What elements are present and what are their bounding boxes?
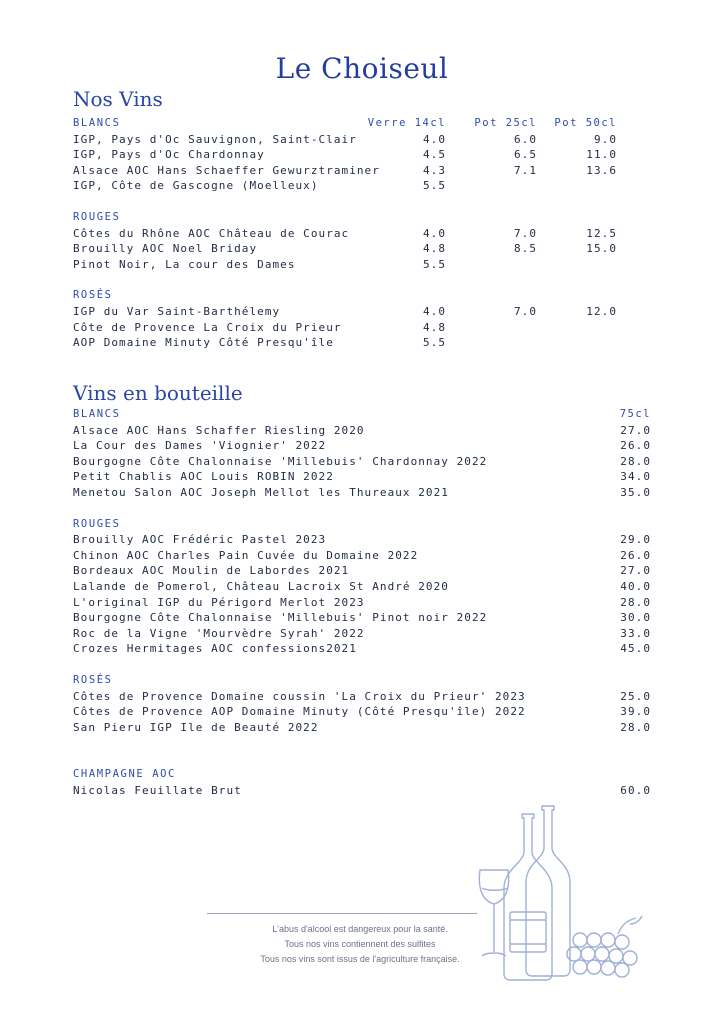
price-verre: 5.5	[422, 257, 446, 271]
bottle-wine-list	[73, 408, 651, 799]
category-gap	[73, 195, 651, 211]
wine-name: Brouilly AOC Noel Briday	[73, 242, 258, 256]
footer-notice	[230, 922, 490, 967]
wine-name: Bourgogne Côte Chalonnaise 'Millebuis' Chardonnay 2022	[73, 454, 488, 468]
wine-name: La Cour des Dames 'Viognier' 2022	[73, 439, 327, 453]
category-heading	[73, 518, 651, 534]
footer-line-2: Tous nos vins contiennent des sulfites	[284, 939, 436, 949]
wine-row	[73, 242, 651, 258]
wine-name: Lalande de Pomerol, Château Lacroix St André 2020	[73, 579, 449, 593]
bottle-row	[73, 596, 651, 612]
price-pot25: 6.0	[513, 132, 537, 146]
wine-name: Nicolas Feuillate Brut	[73, 783, 242, 797]
footer-line-1: L'abus d'alcool est dangereux pour la santé.	[272, 924, 448, 934]
price-75cl: 33.0	[620, 626, 651, 640]
wine-name: Pinot Noir, La cour des Dames	[73, 257, 296, 271]
price-75cl: 26.0	[620, 439, 651, 453]
category-name: ROUGES	[73, 517, 121, 530]
price-verre: 4.8	[422, 242, 446, 256]
category-name: ROSÉS	[73, 289, 113, 302]
price-75cl: 26.0	[620, 548, 651, 562]
price-pot50: 12.0	[586, 304, 617, 318]
wine-name: Bourgogne Côte Chalonnaise 'Millebuis' Pinot noir 2022	[73, 611, 488, 625]
price-75cl: 27.0	[620, 423, 651, 437]
price-pot50: 13.6	[586, 163, 617, 177]
wine-name: Crozes Hermitages AOC confessions2021	[73, 642, 357, 656]
price-verre: 4.0	[422, 304, 446, 318]
bottle-row	[73, 470, 651, 486]
wine-row	[73, 179, 651, 195]
price-pot25: 7.0	[513, 226, 537, 240]
wine-name: L'original IGP du Périgord Merlot 2023	[73, 595, 365, 609]
category-gap	[73, 658, 651, 674]
wine-name: Côtes de Provence Domaine coussin 'La Croix du Prieur' 2023	[73, 689, 526, 703]
wine-name: IGP du Var Saint-Barthélemy	[73, 304, 281, 318]
category-heading	[73, 768, 651, 784]
category-heading	[73, 211, 651, 227]
wine-bottles-illustration	[470, 800, 660, 985]
price-verre: 4.0	[422, 226, 446, 240]
category-heading	[73, 289, 651, 305]
price-verre: 4.3	[422, 163, 446, 177]
header-75cl: 75cl	[619, 408, 651, 420]
bottle-row	[73, 611, 651, 627]
price-75cl: 25.0	[620, 689, 651, 703]
wine-row	[73, 227, 651, 243]
price-75cl: 40.0	[620, 579, 651, 593]
price-75cl: 60.0	[620, 783, 651, 797]
wine-name: IGP, Côte de Gascogne (Moelleux)	[73, 179, 319, 193]
price-verre: 5.5	[422, 179, 446, 193]
wine-name: IGP, Pays d'Oc Chardonnay	[73, 148, 265, 162]
wine-row	[73, 148, 651, 164]
section-title-bouteilles: Vins en bouteille	[73, 381, 243, 405]
bottle-row	[73, 424, 651, 440]
wine-name: Roc de la Vigne 'Mourvèdre Syrah' 2022	[73, 626, 365, 640]
category-gap	[73, 502, 651, 518]
category-gap	[73, 273, 651, 289]
bottle-row	[73, 549, 651, 565]
price-pot50: 9.0	[593, 132, 617, 146]
category-name: BLANCS	[73, 408, 121, 420]
category-name: CHAMPAGNE AOC	[73, 768, 176, 781]
category-heading	[73, 408, 651, 424]
restaurant-title: Le Choiseul	[275, 52, 449, 85]
price-pot50: 11.0	[586, 148, 617, 162]
header-verre: Verre 14cl	[367, 117, 446, 129]
price-75cl: 45.0	[620, 642, 651, 656]
bottle-row	[73, 533, 651, 549]
category-name: ROSÉS	[73, 673, 113, 686]
footer-line-3: Tous nos vins sont issus de l'agriculture française.	[260, 954, 460, 964]
wine-name: IGP, Pays d'Oc Sauvignon, Saint-Clair	[73, 132, 357, 146]
price-75cl: 27.0	[620, 564, 651, 578]
bottle-row	[73, 455, 651, 471]
category-name: BLANCS	[73, 117, 121, 129]
price-verre: 4.8	[422, 320, 446, 334]
price-pot50: 15.0	[586, 242, 617, 256]
wine-row	[73, 258, 651, 274]
wine-name: San Pieru IGP Ile de Beauté 2022	[73, 720, 319, 734]
wine-name: Côtes de Provence AOP Domaine Minuty (Côté Presqu'île) 2022	[73, 705, 526, 719]
front-bottle-icon	[504, 814, 552, 980]
wine-name: Bordeaux AOC Moulin de Labordes 2021	[73, 564, 350, 578]
price-75cl: 39.0	[620, 705, 651, 719]
wine-name: AOP Domaine Minuty Côté Presqu'île	[73, 336, 334, 350]
wine-name: Côtes du Rhône AOC Château de Courac	[73, 226, 350, 240]
bottle-row	[73, 705, 651, 721]
category-heading	[73, 674, 651, 690]
bottle-row	[73, 564, 651, 580]
price-75cl: 35.0	[620, 485, 651, 499]
price-pot25: 7.1	[513, 163, 537, 177]
bottle-row	[73, 784, 651, 800]
glass-wine-list	[73, 117, 651, 352]
bottle-row	[73, 627, 651, 643]
wine-name: Petit Chablis AOC Louis ROBIN 2022	[73, 470, 334, 484]
wine-row	[73, 336, 651, 352]
grapes-icon	[567, 916, 642, 977]
price-75cl: 28.0	[620, 595, 651, 609]
price-verre: 4.0	[422, 132, 446, 146]
bottle-row	[73, 642, 651, 658]
category-gap	[73, 752, 651, 768]
category-gap	[73, 736, 651, 752]
wine-name: Alsace AOC Hans Schaffer Riesling 2020	[73, 423, 365, 437]
price-pot50: 12.5	[586, 226, 617, 240]
price-pot25: 6.5	[513, 148, 537, 162]
wine-name: Brouilly AOC Frédéric Pastel 2023	[73, 533, 327, 547]
price-pot25: 7.0	[513, 304, 537, 318]
price-pot25: 8.5	[513, 242, 537, 256]
wine-row	[73, 164, 651, 180]
category-name: ROUGES	[73, 210, 121, 223]
wine-row	[73, 305, 651, 321]
price-75cl: 30.0	[620, 611, 651, 625]
wine-name: Chinon AOC Charles Pain Cuvée du Domaine 2022	[73, 548, 419, 562]
category-heading	[73, 117, 651, 133]
price-75cl: 28.0	[620, 720, 651, 734]
price-75cl: 28.0	[620, 454, 651, 468]
bottle-row	[73, 580, 651, 596]
wine-row	[73, 133, 651, 149]
bottle-row	[73, 690, 651, 706]
wine-name: Alsace AOC Hans Schaeffer Gewurztraminer	[73, 163, 380, 177]
wine-name: Menetou Salon AOC Joseph Mellot les Thureaux 2021	[73, 485, 449, 499]
bottle-row	[73, 486, 651, 502]
price-verre: 4.5	[422, 148, 446, 162]
header-pot50: Pot 50cl	[554, 117, 617, 129]
price-verre: 5.5	[422, 336, 446, 350]
header-pot25: Pot 25cl	[474, 117, 537, 129]
price-75cl: 34.0	[620, 470, 651, 484]
section-title-nos-vins: Nos Vins	[73, 87, 163, 111]
footer-divider	[207, 913, 477, 914]
bottle-row	[73, 721, 651, 737]
bottle-row	[73, 439, 651, 455]
wine-row	[73, 321, 651, 337]
price-75cl: 29.0	[620, 533, 651, 547]
wine-name: Côte de Provence La Croix du Prieur	[73, 320, 342, 334]
